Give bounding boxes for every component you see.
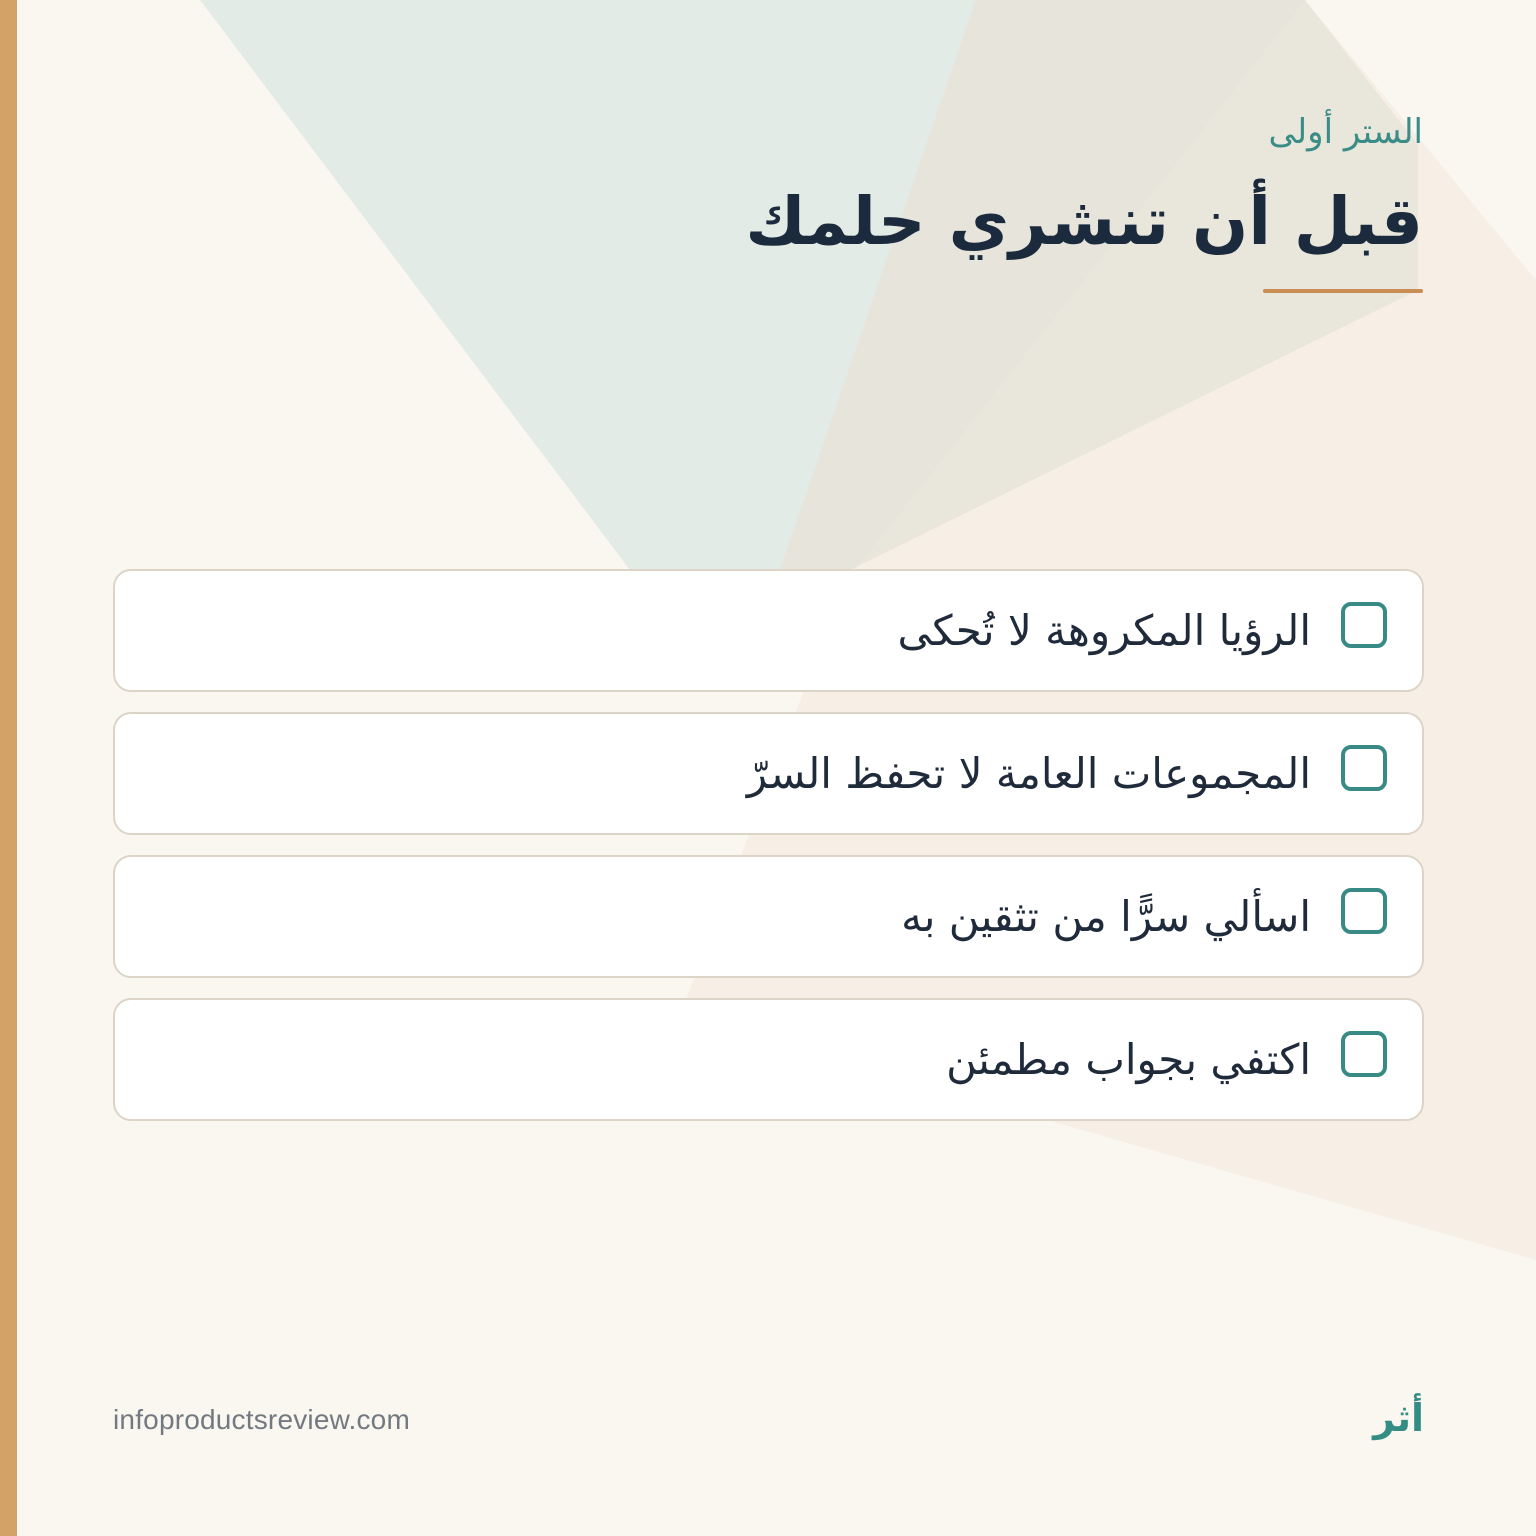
checklist-item-label: اسألي سرًّا من تثقين به: [901, 891, 1311, 941]
header: [523, 108, 1423, 266]
checklist-item[interactable]: [113, 998, 1424, 1121]
page-title: قبل أن تنشري حلمك: [745, 183, 1423, 260]
checkbox[interactable]: [1341, 1031, 1387, 1077]
checklist: [113, 569, 1424, 1121]
eyebrow-label: الستر أولى: [1268, 112, 1423, 152]
checklist-item[interactable]: [113, 855, 1424, 978]
checklist-item[interactable]: [113, 712, 1424, 835]
left-accent-bar: [0, 0, 17, 1536]
footer-domain[interactable]: infoproductsreview.com: [113, 1404, 410, 1435]
title-divider: [1263, 289, 1423, 293]
checklist-item[interactable]: [113, 569, 1424, 692]
checkbox[interactable]: [1341, 745, 1387, 791]
brand-logo: أثر: [1373, 1396, 1424, 1440]
checklist-item-label: المجموعات العامة لا تحفظ السرّ: [746, 748, 1311, 798]
checkbox[interactable]: [1341, 888, 1387, 934]
checklist-item-label: اكتفي بجواب مطمئن: [946, 1034, 1311, 1084]
checklist-item-label: الرؤيا المكروهة لا تُحكى: [897, 605, 1311, 655]
checkbox[interactable]: [1341, 602, 1387, 648]
